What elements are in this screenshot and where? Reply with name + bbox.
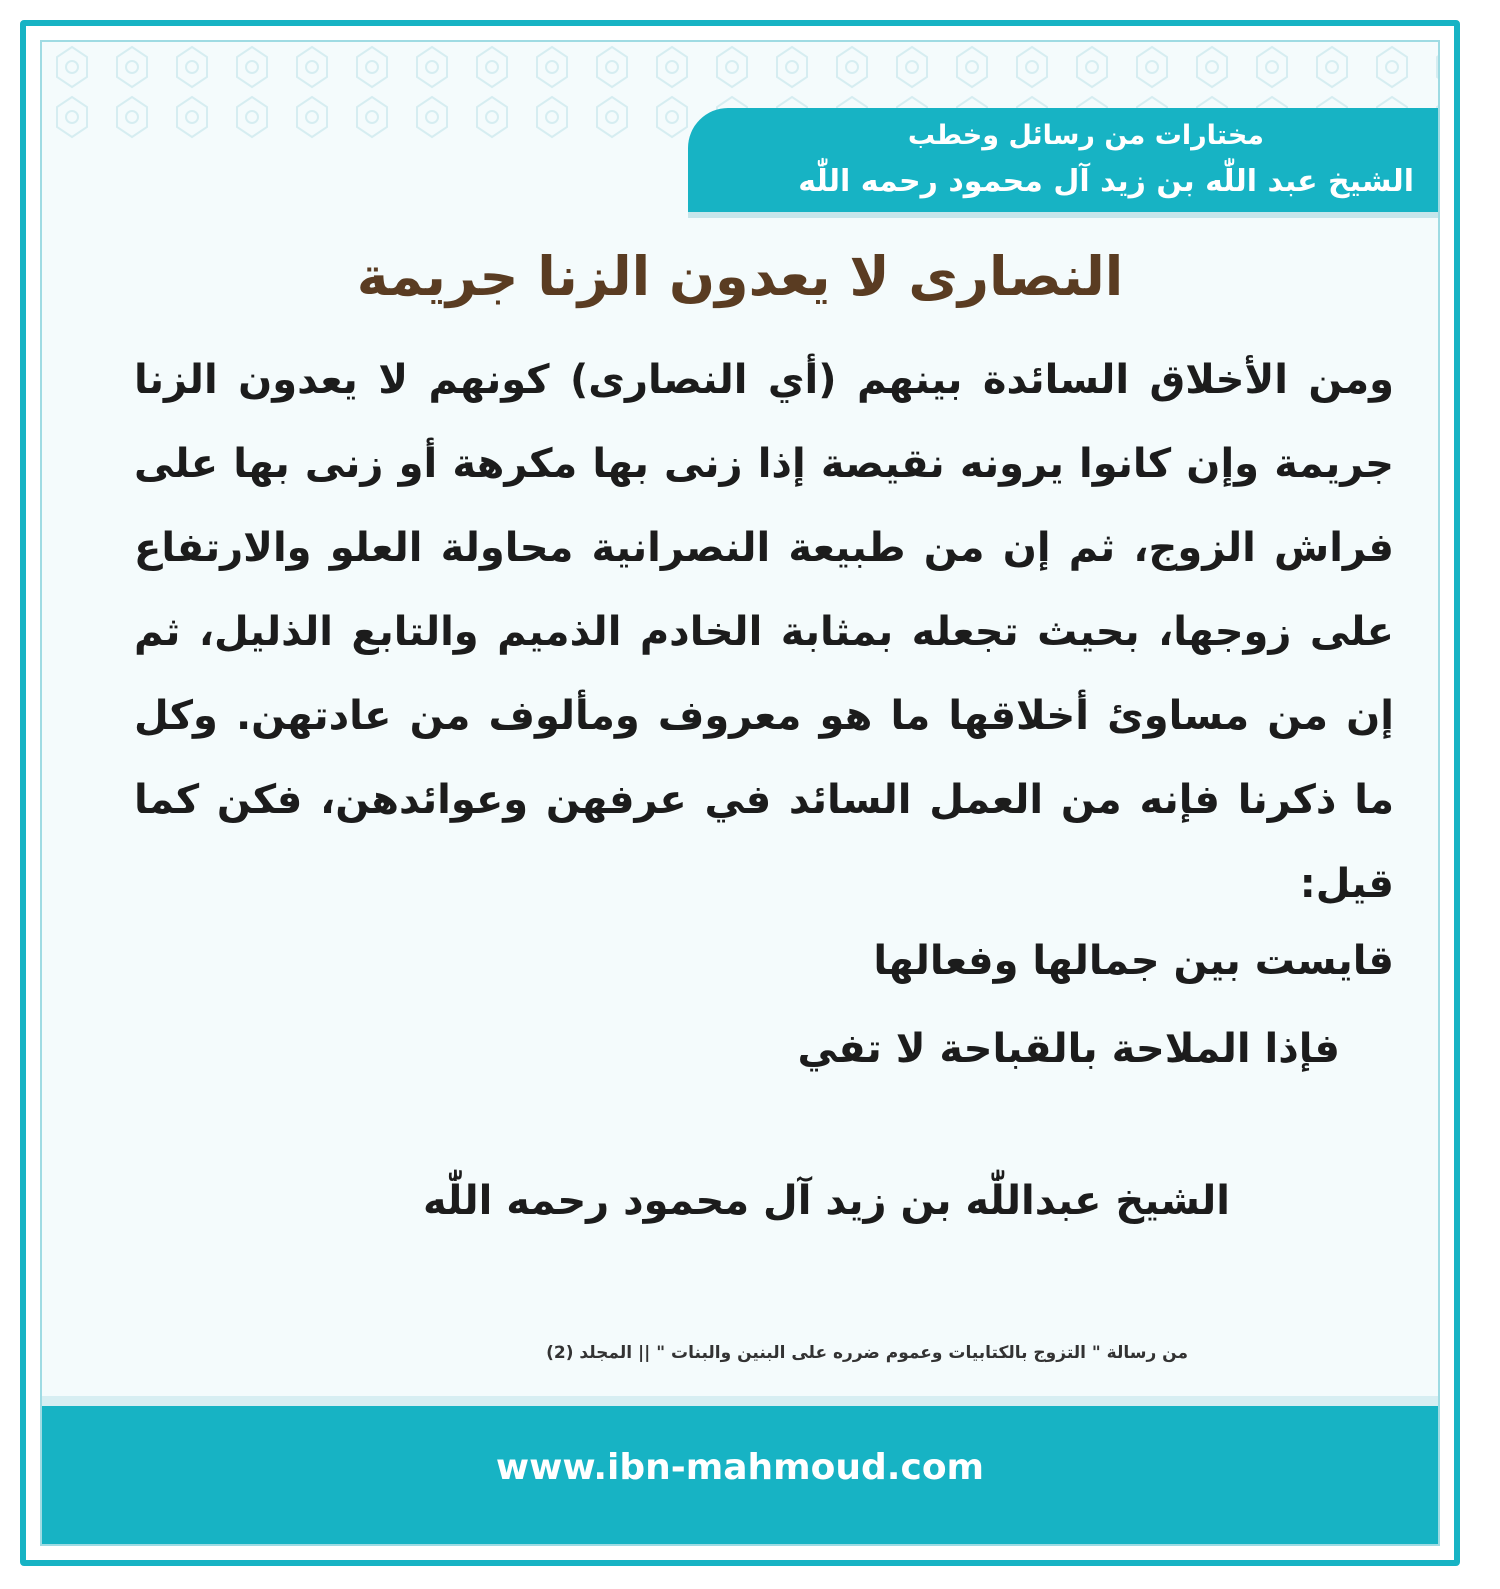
website-link[interactable]: www.ibn-mahmoud.com bbox=[495, 1447, 985, 1488]
body-paragraph: ومن الأخلاق السائدة بينهم (أي النصارى) كونهم لا يعدون الزنا جريمة وإن كانوا يرونه نقيصة إذا زنى بها مكرهة أو زنى بها على فراش الزوج، ثم إن من طبيعة النصرانية محاولة العلو والارتفاع على زوجها، بحيث تجعله بمثابة الخادم الذميم والتابع الذليل، ثم إن من مساوئ أخلاقها ما هو معروف ومألوف من عادتهن. وكل ما ذكرنا فإنه من العمل السائد في عرفهن وعوائدهن، فكن كما قيل: bbox=[134, 357, 1394, 907]
source-citation: من رسالة " التزوج بالكتابيات وعموم ضرره على البنين والبنات " || المجلد (2) bbox=[546, 1343, 1188, 1363]
header-banner bbox=[688, 108, 1438, 218]
outer-frame bbox=[20, 20, 1460, 1566]
verse-line-1: قايست بين جمالها وفعالها bbox=[873, 938, 1394, 984]
author-signature: الشيخ عبداللّٰه بن زيد آل محمود رحمه اللّٰه bbox=[423, 1178, 1230, 1224]
card bbox=[40, 40, 1440, 1546]
footer-banner bbox=[42, 1406, 1438, 1546]
footer-divider bbox=[42, 1396, 1438, 1406]
verse-line-2: فإذا الملاحة بالقباحة لا تفي bbox=[797, 1026, 1340, 1072]
header-author: الشيخ عبد اللّٰه بن زيد آل محمود رحمه اللّٰه bbox=[798, 164, 1414, 199]
page-title: النصارى لا يعدون الزنا جريمة bbox=[356, 245, 1124, 308]
header-series-title: مختارات من رسائل وخطب bbox=[907, 120, 1264, 151]
